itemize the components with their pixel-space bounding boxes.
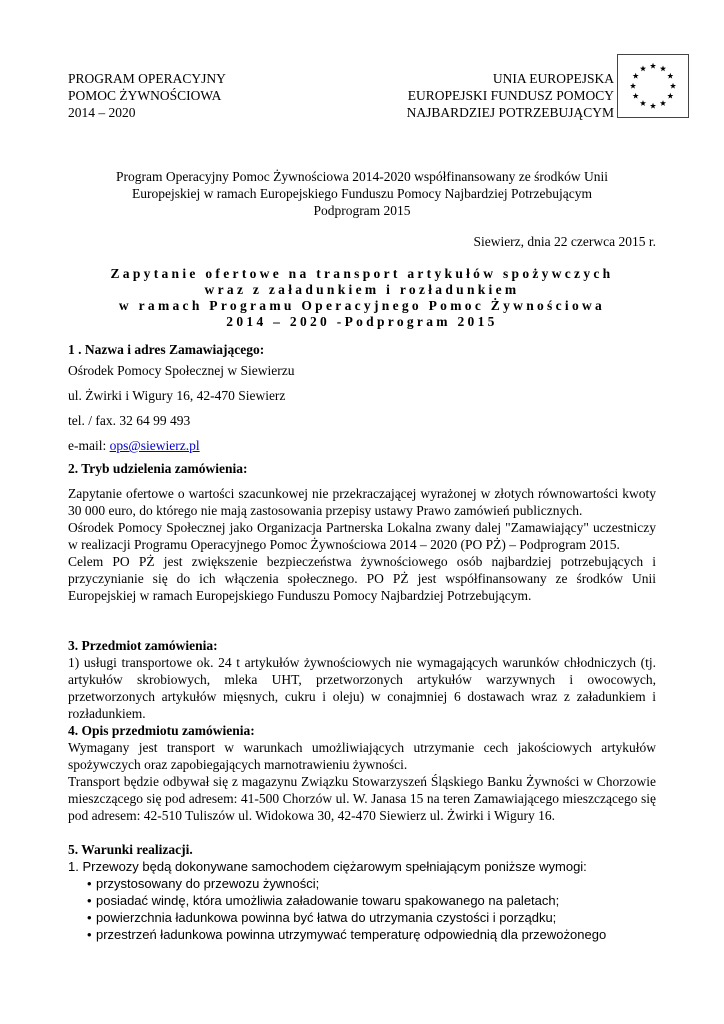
list-item: [68, 875, 656, 892]
bullet-icon: •: [87, 876, 92, 891]
eu-header-line: EUROPEJSKI FUNDUSZ POMOCY: [407, 88, 614, 103]
document-date: Siewierz, dnia 22 czerwca 2015 r.: [473, 234, 656, 249]
eu-flag-logo: [617, 54, 689, 118]
intro-block: [68, 168, 656, 219]
program-header-line: PROGRAM OPERACYJNY: [68, 71, 226, 86]
intro-line: Europejskiej w ramach Europejskiego Funduszu Pomocy Najbardziej Potrzebującym: [131, 186, 592, 201]
section-5-heading: 5. Warunki realizacji.: [68, 842, 193, 857]
section-2: [68, 460, 656, 604]
program-header-line: 2014 – 2020: [68, 105, 136, 120]
title-line: 2014 – 2020 -Podprogram 2015: [226, 314, 498, 329]
org-address: ul. Żwirki i Wigury 16, 42-470 Siewierz: [68, 388, 286, 403]
section-2-paragraph: Celem PO PŻ jest zwiększenie bezpieczeństwa żywnościowego osób najbardziej potrzebujących i przyczynianie się do ich włączenia społecznego. PO PŻ jest współfinansowany ze środków Unii Europejskiej w ramach Europejskiego Funduszu Pomocy Najbardziej Potrzebującym.: [68, 554, 656, 603]
email-label: e-mail:: [68, 438, 110, 453]
section-4-heading: 4. Opis przedmiotu zamówienia:: [68, 723, 255, 738]
section-3-heading: 3. Przedmiot zamówienia:: [68, 638, 218, 653]
section-4-paragraph: Wymagany jest transport w warunkach umożliwiających utrzymanie cech jakościowych artykułów spożywczych oraz zapobiegających marnotrawieniu żywności.: [68, 740, 656, 772]
list-item-text: przystosowany do przewozu żywności;: [96, 876, 320, 891]
bullet-icon: •: [87, 893, 92, 908]
email-link[interactable]: ops@siewierz.pl: [109, 438, 200, 453]
eu-header-line: NAJBARDZIEJ POTRZEBUJĄCYM: [406, 105, 614, 120]
eu-header-line: UNIA EUROPEJSKA: [492, 71, 614, 86]
list-item-text: przestrzeń ładunkowa powinna utrzymywać temperaturę odpowiednią dla przewożonego: [96, 927, 607, 942]
list-item: [68, 909, 656, 926]
org-name: Ośrodek Pomocy Społecznej w Siewierzu: [68, 363, 295, 378]
bullet-icon: •: [87, 910, 92, 925]
title-line: Zapytanie ofertowe na transport artykułów spożywczych: [110, 266, 614, 281]
program-header: [68, 70, 226, 121]
section-3-paragraph: 1) usługi transportowe ok. 24 t artykułów żywnościowych nie wymagających warunków chłodniczych (tj. artykułów skrobiowych, mleka UHT, przetworzonych artykułów warzywnych i owocowych, przetworzonych artykułów mięsnych, cukru i oleju) w conajmniej 6 dostawach wraz z załadunkiem i rozładunkiem.: [68, 655, 656, 721]
intro-line: Podprogram 2015: [313, 203, 411, 218]
list-item-text: powierzchnia ładunkowa powinna być łatwa do utrzymania czystości i porządku;: [96, 910, 557, 925]
section-5: [68, 841, 656, 943]
section-1-heading: 1 . Nazwa i adres Zamawiającego:: [68, 342, 265, 357]
document-title: [68, 266, 656, 330]
list-item-text: posiadać windę, która umożliwia załadowanie towaru spakowanego na paletach;: [96, 893, 560, 908]
section-4: [68, 722, 656, 824]
section-2-heading: 2. Tryb udzielenia zamówienia:: [68, 461, 248, 476]
bullet-icon: •: [87, 927, 92, 942]
org-phone: tel. / fax. 32 64 99 493: [68, 413, 191, 428]
section-5-paragraph: 1. Przewozy będą dokonywane samochodem ciężarowym spełniającym poniższe wymogi:: [68, 859, 587, 874]
section-1: [68, 341, 656, 454]
vehicle-requirements-list: [68, 875, 656, 943]
section-4-paragraph: Transport będzie odbywał się z magazynu Związku Stowarzyszeń Śląskiego Banku Żywności w Chorzowie mieszczącego się pod adresem: 41-500 Chorzów ul. W. Janasa 15 na teren Zamawiającego mieszczącego się pod adresem: 42-510 Tuliszów ul. Widokowa 30, 42-470 Siewierz ul. Żwirki i Wigury 16.: [68, 774, 656, 823]
title-line: wraz z załadunkiem i rozładunkiem: [204, 282, 520, 297]
eu-header: [392, 70, 614, 121]
title-line: w ramach Programu Operacyjnego Pomoc Żywnościowa: [118, 298, 606, 313]
program-header-line: POMOC ŻYWNOŚCIOWA: [68, 88, 222, 103]
list-item: [68, 926, 656, 943]
section-2-paragraph: Ośrodek Pomocy Społecznej jako Organizacja Partnerska Lokalna zwany dalej "Zamawiający" uczestniczy w realizacji Programu Operacyjnego Pomoc Żywnościowa 2014 – 2020 (PO PŻ) – Podprogram 2015.: [68, 520, 656, 552]
intro-line: Program Operacyjny Pomoc Żywnościowa 2014-2020 współfinansowany ze środków Unii: [116, 169, 608, 184]
list-item: [68, 892, 656, 909]
section-2-paragraph: Zapytanie ofertowe o wartości szacunkowej nie przekraczającej wyrażonej w złotych równowartości kwoty 30 000 euro, do którego nie mają zastosowania przepisy ustawy Prawo zamówień publicznych.: [68, 486, 656, 518]
eu-stars-icon: [618, 55, 688, 117]
section-3: [68, 637, 656, 722]
org-email-line: [68, 437, 656, 454]
